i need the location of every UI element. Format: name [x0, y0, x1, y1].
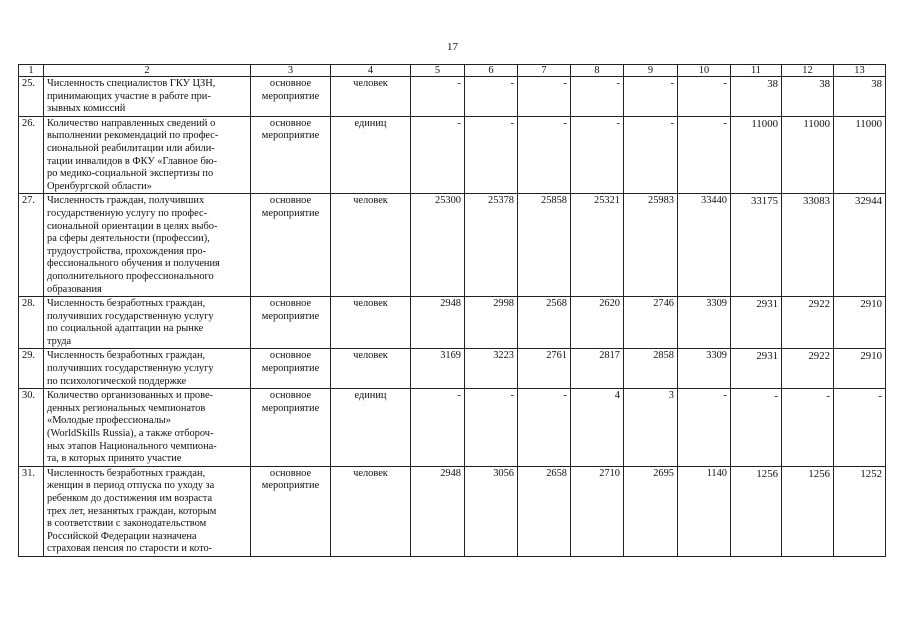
- description-line: страховая пенсия по старости и кото-: [47, 543, 213, 555]
- table-row: [19, 466, 886, 556]
- value-cell-col-13: 2910: [834, 349, 886, 389]
- column-header-5: 5: [411, 65, 465, 77]
- description-line: зывных комиссий: [47, 103, 126, 115]
- measure-type-line: основное: [269, 390, 312, 402]
- value-cell-col-8: 25321: [571, 194, 624, 297]
- column-header-7: 7: [518, 65, 571, 77]
- description-line: образования: [47, 283, 102, 295]
- value-cell-col-8: -: [571, 116, 624, 194]
- value-cell-col-5: 25300: [411, 194, 465, 297]
- value-cell-col-11: 33175: [731, 194, 782, 297]
- measure-type: [251, 389, 331, 467]
- value-cell-col-5: -: [411, 389, 465, 467]
- description-line: труда: [47, 335, 72, 347]
- page-number: 17: [447, 41, 458, 53]
- description-line: та, в которых принято участие: [47, 453, 182, 465]
- value-cell-col-13: 38: [834, 77, 886, 117]
- value-cell-col-12: 33083: [782, 194, 834, 297]
- value-cell-col-7: -: [518, 77, 571, 117]
- value-cell-col-8: 2817: [571, 349, 624, 389]
- table-row: [19, 194, 886, 297]
- value-cell-col-10: 3309: [678, 349, 731, 389]
- description-line: по социальной адаптации на рынке: [47, 323, 204, 335]
- measure-type-line: основное: [269, 78, 312, 89]
- value-cell-col-6: 2998: [465, 297, 518, 349]
- description-line: ребенком до достижения им возраста: [47, 493, 213, 504]
- value-cell-col-8: 2620: [571, 297, 624, 349]
- row-number: 28.: [19, 297, 44, 349]
- value-cell-col-11: 11000: [731, 116, 782, 194]
- measure-type-line: основное: [269, 117, 312, 129]
- column-header-10: 10: [678, 65, 731, 77]
- description-line: денных региональных чемпионатов: [47, 402, 206, 414]
- measure-type-line: мероприятие: [261, 402, 320, 414]
- header-row: [19, 65, 886, 77]
- table-row: [19, 389, 886, 467]
- unit-of-measure: человек: [331, 349, 411, 389]
- value-cell-col-8: 2710: [571, 466, 624, 556]
- value-cell-col-7: 2568: [518, 297, 571, 349]
- unit-of-measure: человек: [331, 77, 411, 117]
- value-cell-col-13: 1252: [834, 466, 886, 556]
- indicator-description: [44, 77, 251, 117]
- table-row: [19, 116, 886, 194]
- value-cell-col-5: -: [411, 116, 465, 194]
- description-line: Численность специалистов ГКУ ЦЗН,: [47, 78, 216, 89]
- unit-of-measure: человек: [331, 466, 411, 556]
- value-cell-col-7: -: [518, 116, 571, 194]
- indicator-description: [44, 389, 251, 467]
- description-line: фессионального обучения и получения: [47, 258, 220, 270]
- unit-of-measure: единиц: [331, 116, 411, 194]
- description-line: Численность граждан, получивших: [47, 195, 205, 207]
- measure-type-line: основное: [269, 350, 312, 362]
- value-cell-col-9: -: [624, 77, 678, 117]
- value-cell-col-13: 2910: [834, 297, 886, 349]
- row-number: 30.: [19, 389, 44, 467]
- measure-type-line: основное: [269, 467, 312, 479]
- description-line: принимающих участие в работе при-: [47, 90, 211, 102]
- value-cell-col-10: -: [678, 389, 731, 467]
- value-cell-col-10: -: [678, 77, 731, 117]
- description-line: женщин в период отпуска по уходу за: [47, 480, 215, 492]
- table-row: [19, 77, 886, 117]
- measure-type-line: мероприятие: [261, 363, 320, 375]
- value-cell-col-12: 1256: [782, 466, 834, 556]
- description-line: получивших государственную услугу: [47, 363, 214, 375]
- table-body: [19, 77, 886, 557]
- value-cell-col-10: -: [678, 116, 731, 194]
- description-line: получивших государственную услугу: [47, 310, 214, 322]
- measure-type-line: основное: [269, 298, 312, 310]
- measure-type-line: мероприятие: [261, 90, 320, 102]
- value-cell-col-6: -: [465, 389, 518, 467]
- indicator-description: [44, 297, 251, 349]
- indicator-description: [44, 349, 251, 389]
- value-cell-col-9: 25983: [624, 194, 678, 297]
- column-header-11: 11: [731, 65, 782, 77]
- value-cell-col-6: -: [465, 77, 518, 117]
- value-cell-col-11: 1256: [731, 466, 782, 556]
- value-cell-col-5: 2948: [411, 466, 465, 556]
- value-cell-col-7: 2761: [518, 349, 571, 389]
- column-header-13: 13: [834, 65, 886, 77]
- description-line: Количество направленных сведений о: [47, 117, 216, 129]
- unit-of-measure: единиц: [331, 389, 411, 467]
- measure-type-line: мероприятие: [261, 130, 320, 142]
- measure-type: [251, 116, 331, 194]
- description-line: Количество организованных и прове-: [47, 390, 214, 402]
- description-line: Российской Федерации назначена: [47, 530, 197, 542]
- description-line: ро медико-социальной экспертизы по: [47, 168, 214, 180]
- description-line: дополнительного профессионального: [47, 270, 214, 282]
- value-cell-col-7: 2658: [518, 466, 571, 556]
- value-cell-col-5: 3169: [411, 349, 465, 389]
- value-cell-col-12: 11000: [782, 116, 834, 194]
- description-line: государственную услугу по профес-: [47, 207, 208, 219]
- measure-type: [251, 349, 331, 389]
- description-line: сиональной реабилитации или абили-: [47, 142, 215, 154]
- value-cell-col-5: 2948: [411, 297, 465, 349]
- value-cell-col-12: -: [782, 389, 834, 467]
- table-row: [19, 349, 886, 389]
- row-number: 27.: [19, 194, 44, 297]
- description-line: Оренбургской области»: [47, 180, 152, 192]
- description-line: сиональной ориентации в целях выбо-: [47, 220, 218, 232]
- value-cell-col-9: 2858: [624, 349, 678, 389]
- description-line: Численность безработных граждан,: [47, 298, 206, 310]
- value-cell-col-13: 32944: [834, 194, 886, 297]
- value-cell-col-11: 38: [731, 77, 782, 117]
- description-line: по психологической поддержке: [47, 375, 187, 387]
- row-number: 31.: [19, 466, 44, 556]
- value-cell-col-6: 25378: [465, 194, 518, 297]
- value-cell-col-10: 33440: [678, 194, 731, 297]
- description-line: ра сферы деятельности (профессии),: [47, 233, 210, 245]
- description-line: «Молодые профессионалы»: [47, 415, 171, 427]
- value-cell-col-5: -: [411, 77, 465, 117]
- value-cell-col-7: 25858: [518, 194, 571, 297]
- value-cell-col-9: 3: [624, 389, 678, 467]
- value-cell-col-13: 11000: [834, 116, 886, 194]
- value-cell-col-12: 2922: [782, 297, 834, 349]
- indicator-description: [44, 466, 251, 556]
- measure-type-line: мероприятие: [261, 207, 320, 219]
- value-cell-col-6: 3223: [465, 349, 518, 389]
- value-cell-col-10: 3309: [678, 297, 731, 349]
- value-cell-col-13: -: [834, 389, 886, 467]
- unit-of-measure: человек: [331, 297, 411, 349]
- measure-type: [251, 77, 331, 117]
- column-header-6: 6: [465, 65, 518, 77]
- measure-type: [251, 466, 331, 556]
- row-number: 29.: [19, 349, 44, 389]
- value-cell-col-8: -: [571, 77, 624, 117]
- description-line: Численность безработных граждан,: [47, 350, 206, 362]
- value-cell-col-10: 1140: [678, 466, 731, 556]
- column-header-8: 8: [571, 65, 624, 77]
- value-cell-col-11: 2931: [731, 297, 782, 349]
- column-header-3: 3: [251, 65, 331, 77]
- column-header-9: 9: [624, 65, 678, 77]
- value-cell-col-11: 2931: [731, 349, 782, 389]
- value-cell-col-11: -: [731, 389, 782, 467]
- value-cell-col-8: 4: [571, 389, 624, 467]
- measure-type-line: основное: [269, 195, 312, 207]
- unit-of-measure: человек: [331, 194, 411, 297]
- measure-type-line: мероприятие: [261, 310, 320, 322]
- value-cell-col-9: 2746: [624, 297, 678, 349]
- description-line: Численность безработных граждан,: [47, 467, 206, 479]
- table-row: [19, 297, 886, 349]
- column-header-4: 4: [331, 65, 411, 77]
- description-line: ных этапов Национального чемпиона-: [47, 440, 217, 452]
- value-cell-col-6: 3056: [465, 466, 518, 556]
- value-cell-col-7: -: [518, 389, 571, 467]
- column-header-2: 2: [44, 65, 251, 77]
- description-line: выполнении рекомендаций по профес-: [47, 130, 219, 142]
- description-line: трудоустройства, прохождения про-: [47, 245, 206, 257]
- row-number: 25.: [19, 77, 44, 117]
- description-line: в соответствии с законодательством: [47, 518, 207, 530]
- value-cell-col-9: -: [624, 116, 678, 194]
- measure-type-line: мероприятие: [261, 480, 320, 492]
- value-cell-col-12: 2922: [782, 349, 834, 389]
- description-line: (WorldSkills Russia), а также отбороч-: [47, 428, 214, 440]
- indicator-description: [44, 116, 251, 194]
- indicator-description: [44, 194, 251, 297]
- value-cell-col-6: -: [465, 116, 518, 194]
- column-header-1: 1: [19, 65, 44, 77]
- description-line: трех лет, незанятых граждан, которым: [47, 505, 217, 517]
- row-number: 26.: [19, 116, 44, 194]
- column-header-12: 12: [782, 65, 834, 77]
- description-line: тации инвалидов в ФКУ «Главное бю-: [47, 155, 217, 167]
- value-cell-col-9: 2695: [624, 466, 678, 556]
- value-cell-col-12: 38: [782, 77, 834, 117]
- measure-type: [251, 194, 331, 297]
- measure-type: [251, 297, 331, 349]
- indicators-table: [18, 64, 886, 557]
